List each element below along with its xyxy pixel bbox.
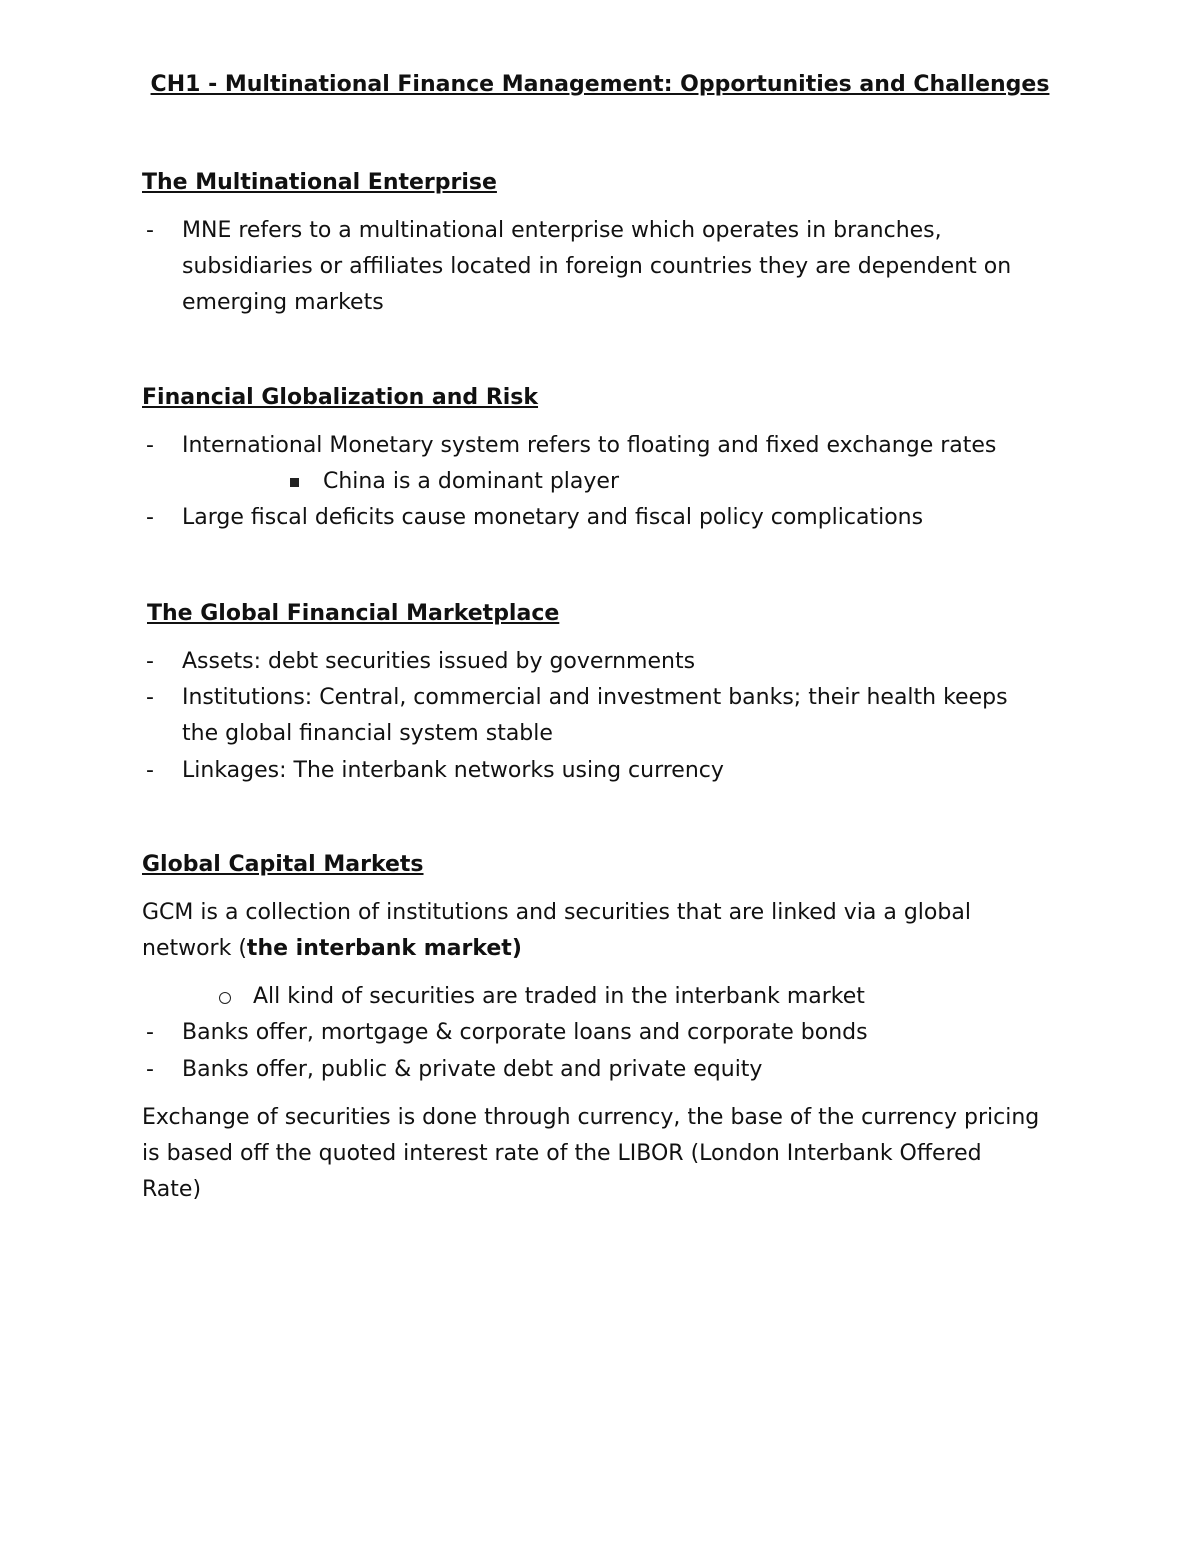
- list-item-line: Linkages: The interbank networks using currency: [182, 758, 724, 783]
- circle-bullet-icon: [219, 992, 231, 1004]
- paragraph-line: GCM is a collection of institutions and securities that are linked via a global: [142, 900, 971, 925]
- paragraph-line: Exchange of securities is done through currency, the base of the currency pricing: [142, 1105, 1040, 1130]
- bullet-dash: -: [146, 433, 154, 458]
- list-item-line: the global financial system stable: [182, 721, 553, 746]
- list-item-line: Institutions: Central, commercial and investment banks; their health keeps: [182, 685, 1008, 710]
- list-item-line: China is a dominant player: [323, 469, 619, 494]
- paragraph-line: is based off the quoted interest rate of the LIBOR (London Interbank Offered: [142, 1141, 982, 1166]
- bullet-dash: -: [146, 685, 154, 710]
- paragraph-text: network (: [142, 936, 247, 961]
- paragraph-line: Rate): [142, 1177, 202, 1202]
- bold-phrase: the interbank market): [246, 936, 522, 961]
- list-item-line: Large fiscal deficits cause monetary and fiscal policy complications: [182, 505, 924, 530]
- section-heading-multinational-enterprise: The Multinational Enterprise: [142, 170, 497, 195]
- list-item-line: emerging markets: [182, 290, 384, 315]
- document-title: CH1 - Multinational Finance Management: Opportunities and Challenges: [150, 72, 1050, 97]
- bullet-dash: -: [146, 1057, 154, 1082]
- bullet-dash: -: [146, 758, 154, 783]
- bullet-dash: -: [146, 1020, 154, 1045]
- list-item-line: International Monetary system refers to floating and fixed exchange rates: [182, 433, 997, 458]
- list-item-line: All kind of securities are traded in the interbank market: [253, 984, 865, 1009]
- section-heading-global-financial-marketplace: The Global Financial Marketplace: [147, 601, 560, 626]
- bullet-dash: -: [146, 505, 154, 530]
- list-item-line: subsidiaries or affiliates located in foreign countries they are dependent on: [182, 254, 1012, 279]
- list-item-line: MNE refers to a multinational enterprise which operates in branches,: [182, 218, 942, 243]
- bullet-dash: -: [146, 649, 154, 674]
- square-bullet-icon: [290, 478, 299, 487]
- list-item-line: Assets: debt securities issued by governments: [182, 649, 696, 674]
- section-heading-financial-globalization: Financial Globalization and Risk: [142, 385, 539, 410]
- bullet-dash: -: [146, 218, 154, 243]
- list-item-line: Banks offer, mortgage & corporate loans and corporate bonds: [182, 1020, 868, 1045]
- paragraph-line: [142, 936, 522, 961]
- list-item-line: Banks offer, public & private debt and private equity: [182, 1057, 763, 1082]
- section-heading-global-capital-markets: Global Capital Markets: [142, 852, 424, 877]
